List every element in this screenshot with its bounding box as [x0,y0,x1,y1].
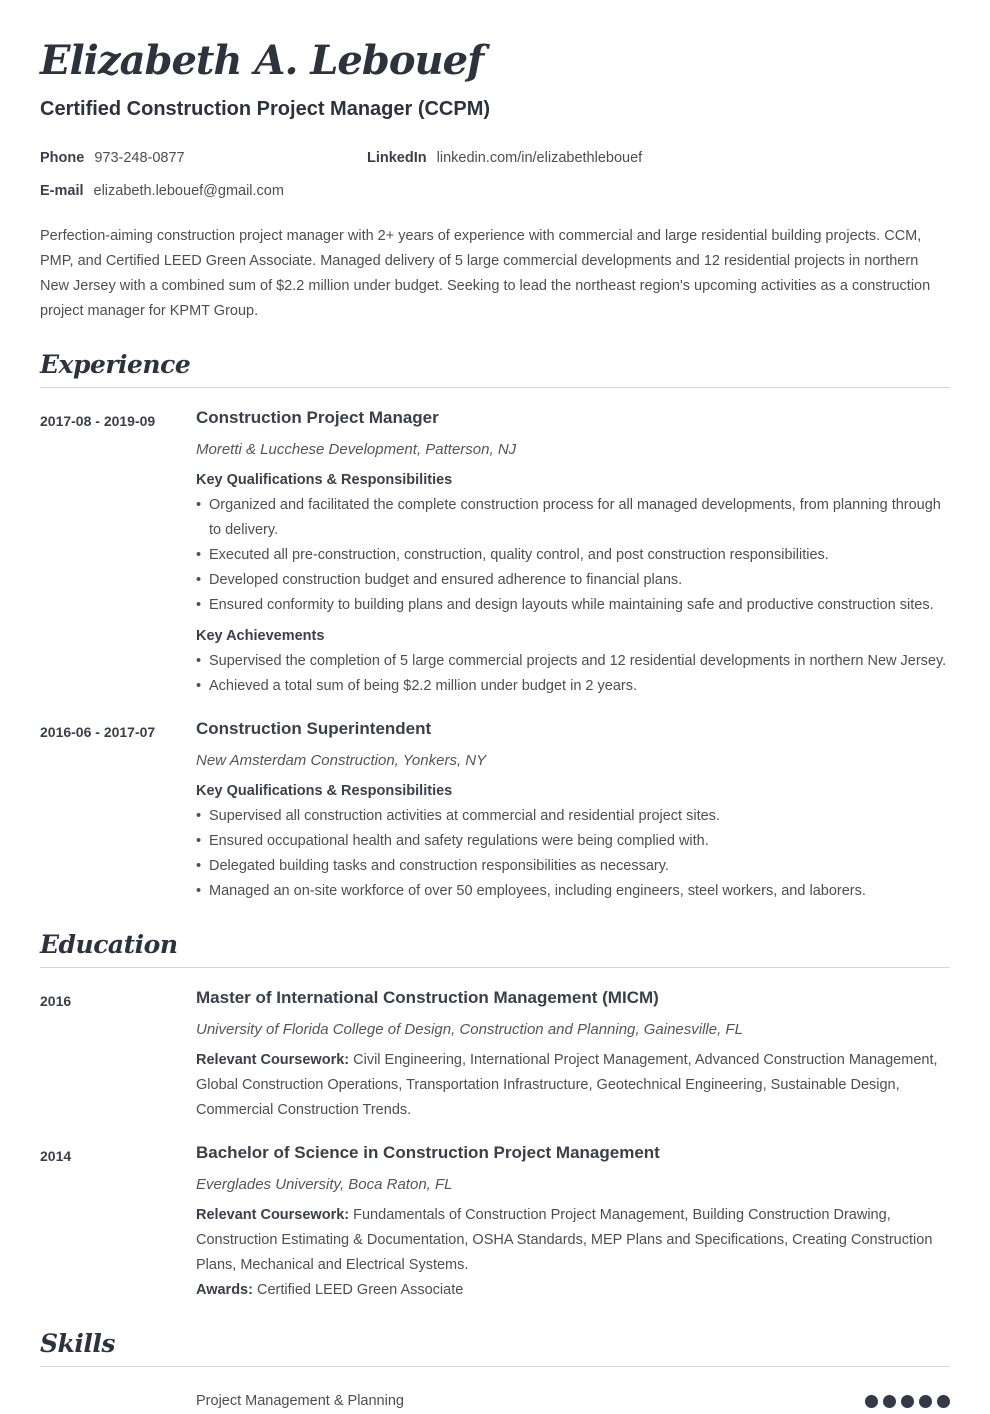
bullet-item: • Organized and facilitated the complete construction process for all managed developments, from planning through to delivery. [196,493,950,543]
bullet-item: • Supervised all construction activities at commercial and residential project sites. [196,804,950,829]
person-job-title: Certified Construction Project Manager (CCPM) [40,98,491,120]
contact-phone [40,146,367,170]
awards-line [196,1278,950,1303]
professional-summary: Perfection-aiming construction project manager with 2+ years of experience with commercial and large residential building projects. CCM, PMP, and Certified LEED Green Associate. Managed delivery of 5 large commercial developments and 12 residential projects in northern New Jersey with a combined sum of $2.2 million under budget. Seeking to lead the northeast region's upcoming activities as a construction project manager for KPMT Group. [40,228,931,319]
resume-header [40,36,950,324]
contact-email [40,179,367,203]
qualifications-label: Key Qualifications & Responsibilities [196,472,453,488]
education-body [196,1141,950,1303]
contact-info [40,146,950,203]
skill-level-rating [865,1395,950,1408]
education-details [196,1203,950,1303]
experience-job-title: Construction Superintendent [196,719,432,738]
experience-company: New Amsterdam Construction, Yonkers, NY [196,752,487,769]
experience-heading: Experience [40,350,191,379]
person-name: Elizabeth A. Lebouef [40,37,484,84]
experience-dates: 2016-06 - 2017-07 [40,724,156,740]
experience-company: Moretti & Lucchese Development, Patterson, NJ [196,441,517,458]
coursework-label: Relevant Coursework: [196,1207,350,1223]
contact-linkedin-value: linkedin.com/in/elizabethlebouef [436,150,643,166]
qualifications-list [196,804,950,904]
contact-phone-label: Phone [40,150,85,166]
bullet-item: • Supervised the completion of 5 large commercial projects and 12 residential developments in northern New Jersey. [196,649,950,674]
awards-text: Certified LEED Green Associate [256,1282,464,1298]
bullet-item: • Achieved a total sum of being $2.2 million under budget in 2 years. [196,674,950,699]
education-entry [40,986,950,1123]
bullet-item: • Ensured conformity to building plans and design layouts while maintaining safe and productive construction sites. [196,593,950,618]
education-entry [40,1141,950,1303]
bullet-item: • Executed all pre-construction, construction, quality control, and post construction responsibilities. [196,543,950,568]
skills-section [40,1328,950,1414]
contact-linkedin [367,146,950,170]
skills-heading: Skills [40,1329,115,1358]
experience-entry [40,406,950,699]
section-divider [40,387,950,388]
contact-email-value: elizabeth.lebouef@gmail.com [93,183,284,199]
awards-label: Awards: [196,1282,253,1298]
qualifications-label: Key Qualifications & Responsibilities [196,783,453,799]
bullet-item: • Ensured occupational health and safety regulations were being complied with. [196,829,950,854]
coursework-text: Fundamentals of Construction Project Management, Building Construction Drawing, Construction Estimating & Documentation, OSHA Standards, MEP Plans and Specifications, Creating Construction Plans, Mechanical and Electrical Systems. [196,1207,933,1273]
education-school: Everglades University, Boca Raton, FL [196,1176,453,1193]
experience-body [196,406,950,699]
experience-job-title: Construction Project Manager [196,408,439,427]
skill-level-dot [919,1395,932,1408]
education-degree: Master of International Construction Management (MICM) [196,988,659,1007]
qualifications-list [196,493,950,618]
coursework-line [196,1048,950,1123]
contact-linkedin-label: LinkedIn [367,150,427,166]
education-details [196,1048,950,1123]
experience-section [40,349,950,904]
contact-email-label: E-mail [40,183,84,199]
section-divider [40,967,950,968]
experience-dates: 2017-08 - 2019-09 [40,413,156,429]
coursework-text: Civil Engineering, International Project Management, Advanced Construction Management, Global Construction Operations, Transportation Infrastructure, Geotechnical Engineering, Sustainable Design, Commercial Construction Trends. [196,1052,938,1118]
skill-level-dot [865,1395,878,1408]
education-degree: Bachelor of Science in Construction Project Management [196,1143,660,1162]
achievements-list [196,649,950,699]
skill-level-dot [937,1395,950,1408]
bullet-item: • Developed construction budget and ensured adherence to financial plans. [196,568,950,593]
education-dates: 2014 [40,1148,72,1164]
skill-level-dot [883,1395,896,1408]
experience-body [196,717,950,904]
bullet-item: • Managed an on-site workforce of over 50 employees, including engineers, steel workers, and laborers. [196,879,950,904]
section-divider [40,1366,950,1367]
achievements-label: Key Achievements [196,628,325,644]
education-section [40,929,950,1303]
skill-level-dot [901,1395,914,1408]
skill-name: Project Management & Planning [196,1393,404,1409]
contact-phone-value: 973-248-0877 [94,150,185,166]
experience-entry [40,717,950,904]
education-body [196,986,950,1123]
skill-row [40,1389,950,1414]
education-heading: Education [40,930,178,959]
coursework-line [196,1203,950,1278]
bullet-item: • Delegated building tasks and construction responsibilities as necessary. [196,854,950,879]
education-school: University of Florida College of Design, Construction and Planning, Gainesville, FL [196,1021,743,1038]
coursework-label: Relevant Coursework: [196,1052,350,1068]
education-dates: 2016 [40,993,72,1009]
